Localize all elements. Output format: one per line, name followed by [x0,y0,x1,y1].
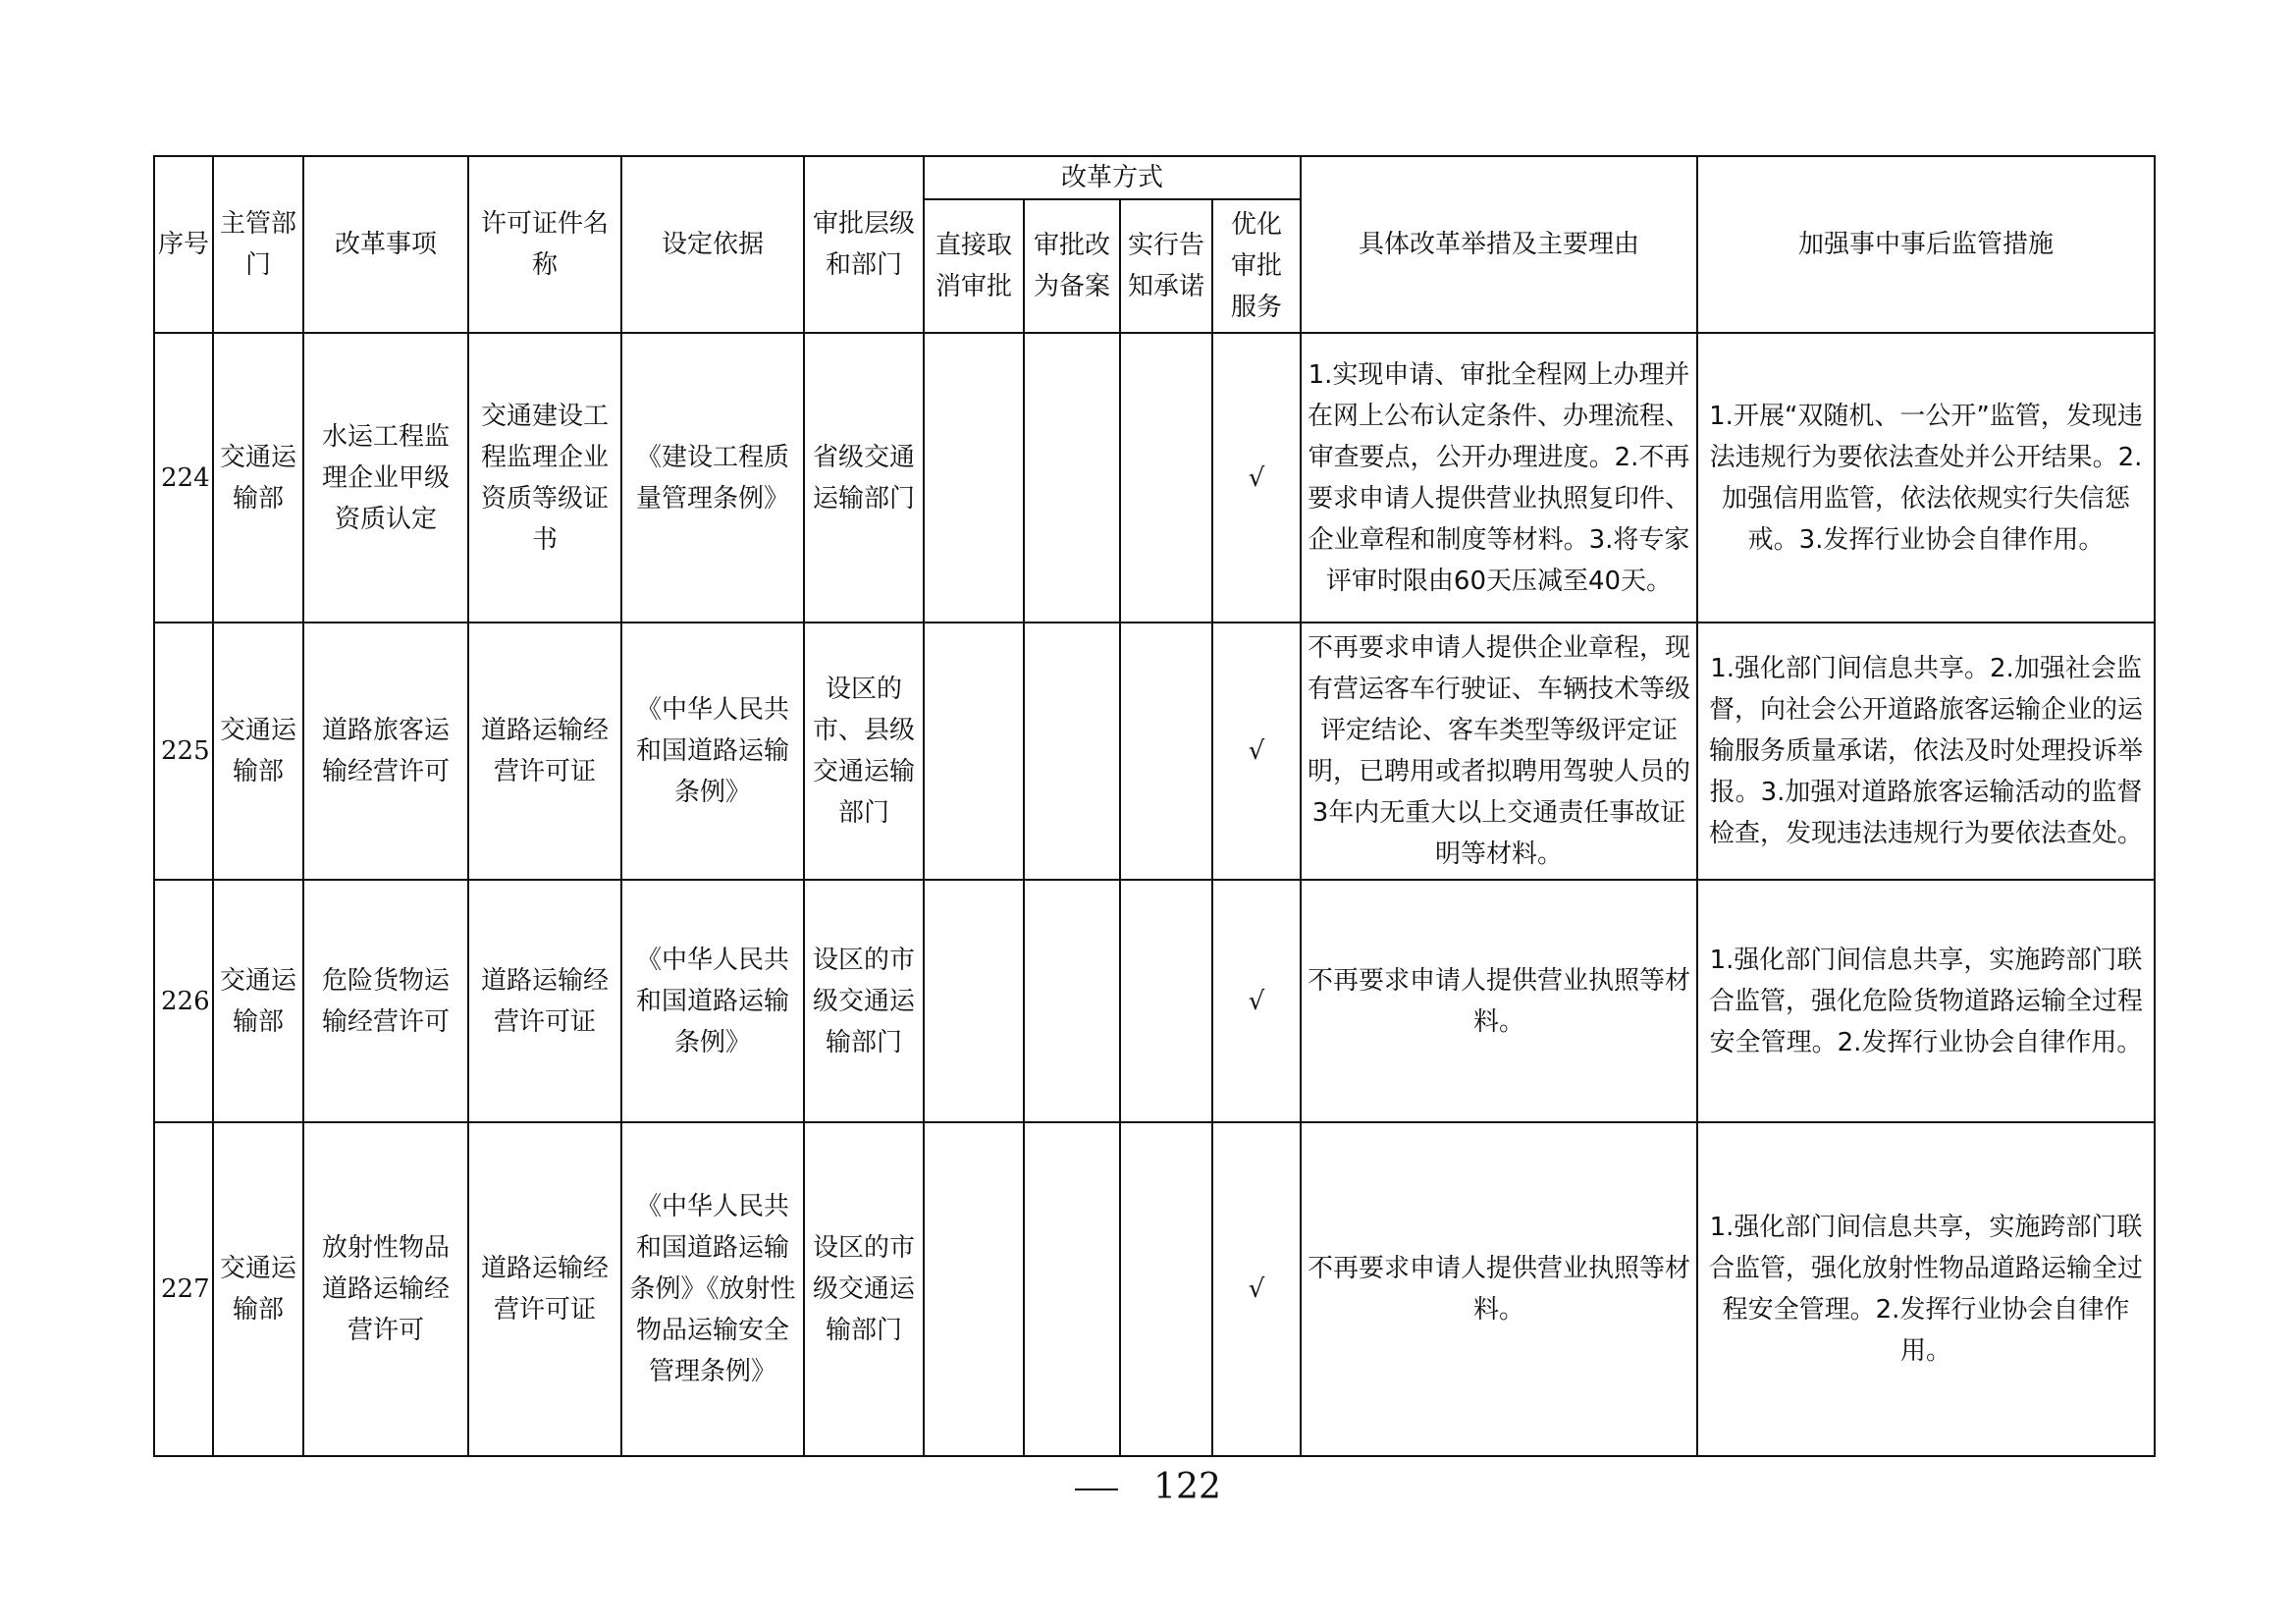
reform-table [153,155,2156,1457]
row-license: 道路运输经营许可证 [468,623,621,880]
table-row [154,1122,2155,1456]
row-mode-promise [1120,880,1212,1122]
row-seq: 224 [154,333,213,623]
row-mode-promise [1120,333,1212,623]
row-supervision: 1.强化部门间信息共享，实施跨部门联合监管，强化危险货物道路运输全过程安全管理。2.发挥行业协会自律作用。 [1697,880,2155,1122]
header-row-top [154,156,2155,199]
row-basis: 《中华人民共和国道路运输条例》《放射性物品运输安全管理条例》 [621,1122,804,1456]
header-license: 许可证件名称 [468,156,621,333]
row-seq: 227 [154,1122,213,1456]
row-mode-filing [1024,880,1120,1122]
row-level: 设区的市、县级交通运输部门 [804,623,924,880]
page-number-value: 122 [1153,1467,1221,1507]
row-dept: 交通运输部 [213,1122,303,1456]
row-level: 省级交通运输部门 [804,333,924,623]
row-item: 水运工程监理企业甲级资质认定 [303,333,468,623]
row-measures: 不再要求申请人提供企业章程，现有营运客车行驶证、车辆技术等级评定结论、客车类型等级评定证明，已聘用或者拟聘用驾驶人员的3年内无重大以上交通责任事故证明等材料。 [1301,623,1697,880]
row-seq: 225 [154,623,213,880]
row-mode-cancel [924,333,1024,623]
header-mode-group: 改革方式 [924,156,1301,199]
table-row [154,623,2155,880]
row-mode-optimize-check: √ [1212,1122,1301,1456]
row-dept: 交通运输部 [213,880,303,1122]
row-mode-optimize-check: √ [1212,880,1301,1122]
header-level: 审批层级和部门 [804,156,924,333]
row-dept: 交通运输部 [213,333,303,623]
header-mode-filing: 审批改为备案 [1024,199,1120,333]
header-mode-promise: 实行告知承诺 [1120,199,1212,333]
row-license: 交通建设工程监理企业资质等级证书 [468,333,621,623]
row-item: 道路旅客运输经营许可 [303,623,468,880]
row-supervision: 1.强化部门间信息共享。2.加强社会监督，向社会公开道路旅客运输企业的运输服务质量承诺，依法及时处理投诉举报。3.加强对道路旅客运输活动的监督检查，发现违法违规行为要依法查处。 [1697,623,2155,880]
row-measures: 不再要求申请人提供营业执照等材料。 [1301,1122,1697,1456]
table-row [154,333,2155,623]
header-measures: 具体改革举措及主要理由 [1301,156,1697,333]
row-measures: 不再要求申请人提供营业执照等材料。 [1301,880,1697,1122]
row-license: 道路运输经营许可证 [468,1122,621,1456]
header-item: 改革事项 [303,156,468,333]
page-number [0,1467,2296,1507]
row-item: 危险货物运输经营许可 [303,880,468,1122]
header-basis: 设定依据 [621,156,804,333]
row-mode-cancel [924,623,1024,880]
row-seq: 226 [154,880,213,1122]
row-license: 道路运输经营许可证 [468,880,621,1122]
row-mode-filing [1024,623,1120,880]
row-mode-promise [1120,623,1212,880]
row-basis: 《中华人民共和国道路运输条例》 [621,623,804,880]
row-supervision: 1.强化部门间信息共享，实施跨部门联合监管，强化放射性物品道路运输全过程安全管理。2.发挥行业协会自律作用。 [1697,1122,2155,1456]
row-level: 设区的市级交通运输部门 [804,1122,924,1456]
row-mode-optimize-check: √ [1212,623,1301,880]
row-mode-filing [1024,1122,1120,1456]
row-basis: 《建设工程质量管理条例》 [621,333,804,623]
row-supervision: 1.开展“双随机、一公开”监管，发现违法违规行为要依法查处并公开结果。2.加强信用监管，依法依规实行失信惩戒。3.发挥行业协会自律作用。 [1697,333,2155,623]
row-mode-cancel [924,1122,1024,1456]
header-mode-optimize: 优化审批服务 [1212,199,1301,333]
row-mode-cancel [924,880,1024,1122]
table-row [154,880,2155,1122]
row-basis: 《中华人民共和国道路运输条例》 [621,880,804,1122]
row-mode-optimize-check: √ [1212,333,1301,623]
row-item: 放射性物品道路运输经营许可 [303,1122,468,1456]
header-dept: 主管部门 [213,156,303,333]
row-measures: 1.实现申请、审批全程网上办理并在网上公布认定条件、办理流程、审查要点，公开办理进度。2.不再要求申请人提供营业执照复印件、企业章程和制度等材料。3.将专家评审时限由60天压减至40天。 [1301,333,1697,623]
header-supervision: 加强事中事后监管措施 [1697,156,2155,333]
header-mode-cancel: 直接取消审批 [924,199,1024,333]
row-level: 设区的市级交通运输部门 [804,880,924,1122]
row-dept: 交通运输部 [213,623,303,880]
page-number-dash [1075,1489,1118,1490]
row-mode-promise [1120,1122,1212,1456]
row-mode-filing [1024,333,1120,623]
header-seq: 序号 [154,156,213,333]
